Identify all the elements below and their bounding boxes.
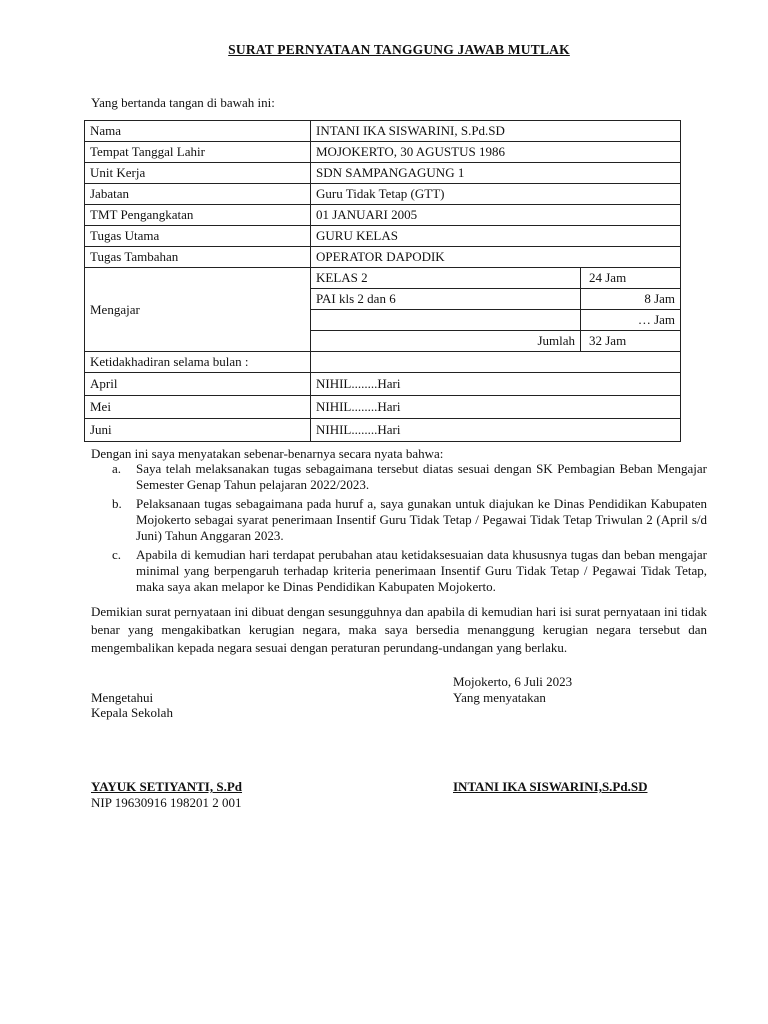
list-marker: a. (112, 461, 122, 476)
table-row (85, 373, 681, 396)
table-row (85, 142, 681, 163)
teaching-total-hours: 32 Jam (581, 331, 681, 352)
head-nip: NIP 19630916 198201 2 001 (91, 795, 242, 810)
field-value: INTANI IKA SISWARINI, S.Pd.SD (311, 121, 681, 142)
list-text: Apabila di kemudian hari terdapat perubahan atau ketidaksesuaian data khususnya tugas dan beban mengajar minimal yang berpengaruh terhadap kriteria penerimaan Insentif Guru Tidak Tetap / Pegawai Tidak Tetap, maka saya akan melapor ke Dinas Pendidikan Kabupaten Mojokerto. (136, 547, 707, 594)
statement-list (91, 461, 707, 598)
teaching-label: Mengajar (85, 268, 311, 352)
field-label: Tempat Tanggal Lahir (85, 142, 311, 163)
field-label: Jabatan (85, 184, 311, 205)
field-value: GURU KELAS (311, 226, 681, 247)
field-value: MOJOKERTO, 30 AGUSTUS 1986 (311, 142, 681, 163)
table-row (85, 226, 681, 247)
declarant-name: INTANI IKA SISWARINI,S.Pd.SD (453, 779, 648, 794)
teaching-total-label: Jumlah (311, 331, 581, 352)
field-label: Tugas Tambahan (85, 247, 311, 268)
table-row (85, 419, 681, 442)
field-value: OPERATOR DAPODIK (311, 247, 681, 268)
declarant-label: Yang menyatakan (453, 690, 546, 705)
table-row (85, 184, 681, 205)
head-label: Kepala Sekolah (91, 705, 173, 720)
teaching-hours: 24 Jam (581, 268, 681, 289)
absence-month: Juni (85, 419, 311, 442)
list-item (91, 496, 707, 544)
teaching-subject: PAI kls 2 dan 6 (311, 289, 581, 310)
absence-label: Ketidakhadiran selama bulan : (85, 352, 311, 373)
teaching-hours: 8 Jam (581, 289, 681, 310)
field-value: SDN SAMPANGAGUNG 1 (311, 163, 681, 184)
identity-table (84, 120, 681, 442)
list-marker: b. (112, 496, 122, 511)
acknowledged-label: Mengetahui (91, 690, 154, 705)
absence-value: NIHIL........Hari (311, 419, 681, 442)
statement-lead: Dengan ini saya menyatakan sebenar-benarnya secara nyata bahwa: (91, 446, 444, 461)
list-item (91, 461, 707, 493)
list-text: Saya telah melaksanakan tugas sebagaimana tersebut diatas sesuai dengan SK Pembagian Beban Mengajar Semester Genap Tahun pelajaran 2022/2023. (136, 461, 707, 492)
absence-month: Mei (85, 396, 311, 419)
list-text: Pelaksanaan tugas sebagaimana pada huruf a, saya gunakan untuk diajukan ke Dinas Pendidikan Kabupaten Mojokerto sebagai syarat penerimaan Insentif Guru Tidak Tetap / Pegawai Tidak Tetap Triwulan 2 (April s/d Juni) Tahun Anggaran 2023. (136, 496, 707, 543)
absence-empty (311, 352, 681, 373)
table-row (85, 163, 681, 184)
teaching-subject (311, 310, 581, 331)
table-row (85, 352, 681, 373)
field-label: Tugas Utama (85, 226, 311, 247)
table-row (85, 247, 681, 268)
closing-paragraph: Demikian surat pernyataan ini dibuat dengan sesungguhnya dan apabila di kemudian hari isi surat pernyataan ini tidak benar yang mengakibatkan kerugian negara, maka saya bersedia menanggung kerugian negara tersebut dan mengembalikan kepada negara sesuai dengan peraturan perundang-undangan yang berlaku. (91, 604, 707, 655)
list-marker: c. (112, 547, 122, 562)
teaching-hours: … Jam (581, 310, 681, 331)
teaching-subject: KELAS 2 (311, 268, 581, 289)
place-date: Mojokerto, 6 Juli 2023 (453, 674, 573, 689)
field-label: TMT Pengangkatan (85, 205, 311, 226)
field-label: Nama (85, 121, 311, 142)
field-value: 01 JANUARI 2005 (311, 205, 681, 226)
absence-month: April (85, 373, 311, 396)
list-item (91, 547, 707, 595)
absence-value: NIHIL........Hari (311, 373, 681, 396)
field-value: Guru Tidak Tetap (GTT) (311, 184, 681, 205)
absence-value: NIHIL........Hari (311, 396, 681, 419)
field-label: Unit Kerja (85, 163, 311, 184)
table-row (85, 268, 681, 289)
document-title: SURAT PERNYATAAN TANGGUNG JAWAB MUTLAK (228, 42, 570, 57)
head-name: YAYUK SETIYANTI, S.Pd (91, 779, 243, 794)
intro-text: Yang bertanda tangan di bawah ini: (91, 95, 275, 110)
table-row (85, 121, 681, 142)
table-row (85, 396, 681, 419)
table-row (85, 205, 681, 226)
